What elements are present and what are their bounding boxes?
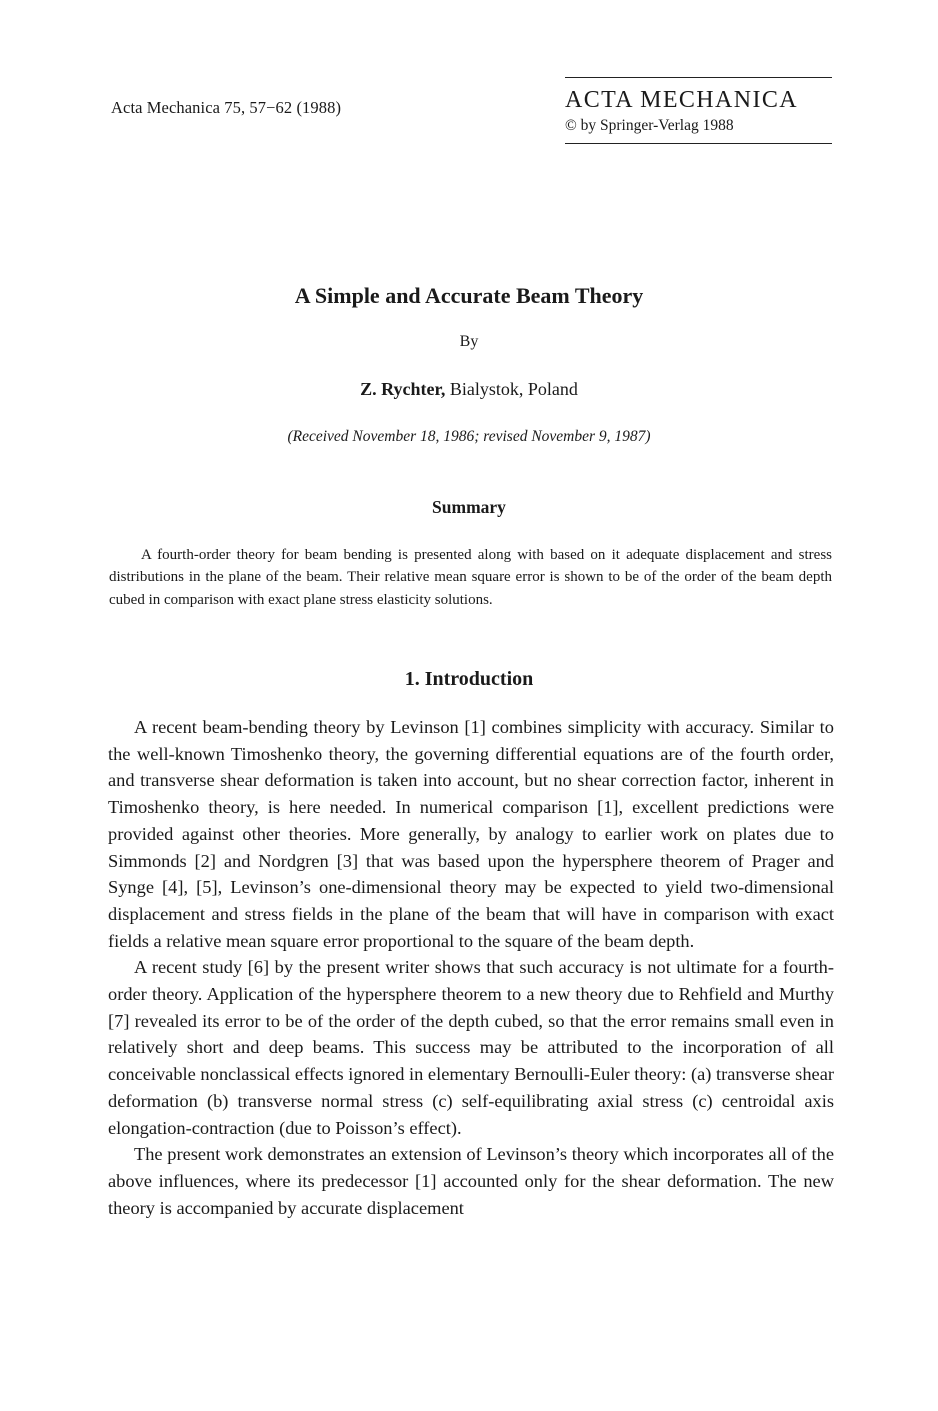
introduction-paragraph: The present work demonstrates an extension of Levinson’s theory which incorporates all of the above influences, where its predecessor [1] accounted only for the shear deformation. The new theory is accompanied by accurate displacement	[108, 1144, 834, 1218]
introduction-heading: 1. Introduction	[404, 668, 534, 690]
summary-text: A fourth-order theory for beam bending is presented along with based on it adequate displacement and stress distributions in the plane of the beam. Their relative mean square error is shown to be of the order of the beam depth cubed in comparison with exact plane stress elasticity solutions.	[109, 547, 832, 608]
summary-section	[109, 544, 832, 611]
summary-heading: Summary	[432, 497, 506, 517]
author-name: Z. Rychter,	[360, 379, 446, 399]
journal-masthead	[565, 77, 832, 144]
copyright-notice: © by Springer-Verlag 1988	[565, 117, 734, 134]
received-dates: (Received November 18, 1986; revised November 9, 1987)	[287, 428, 651, 445]
masthead-top-rule	[565, 77, 832, 78]
journal-citation: Acta Mechanica 75, 57−62 (1988)	[111, 98, 342, 117]
paper-title: A Simple and Accurate Beam Theory	[294, 283, 644, 308]
by-line: By	[459, 333, 479, 350]
introduction-body	[108, 714, 834, 1221]
journal-name: ACTA MECHANICA	[565, 87, 799, 113]
introduction-paragraph: A recent study [6] by the present writer shows that such accuracy is not ultimate for a fourth-order theory. Application of the hypersphere theorem to a new theory due to Rehfield and Murthy [7] revealed its error to be of the order of the depth cubed, so that the error remains small even in relatively short and deep beams. This success may be attributed to the incorporation of all conceivable nonclassical effects ignored in elementary Bernoulli-Euler theory: (a) transverse shear deformation (b) transverse normal stress (c) self-equilibrating axial stress (c) centroidal axis elongation-contraction (due to Poisson’s effect).	[108, 957, 834, 1138]
masthead-bottom-rule	[565, 143, 832, 144]
author-affiliation: Bialystok, Poland	[445, 379, 578, 399]
introduction-paragraph: A recent beam-bending theory by Levinson [1] combines simplicity with accuracy. Similar to the well-known Timoshenko theory, the governing differential equations are of the fourth order, and transverse shear deformation is taken into account, but no shear correction factor, inherent in Timoshenko theory, is here needed. In numerical comparison [1], excellent predictions were provided against other theories. More generally, by analogy to earlier work on plates due to Simmonds [2] and Nordgren [3] that was based upon the hypersphere theorem of Prager and Synge [4], [5], Levinson’s one-dimensional theory may be expected to yield two-dimensional displacement and stress fields in the plane of the beam that will have in comparison with exact fields a relative mean square error proportional to the square of the beam depth.	[108, 717, 834, 951]
author-line	[0, 379, 938, 400]
